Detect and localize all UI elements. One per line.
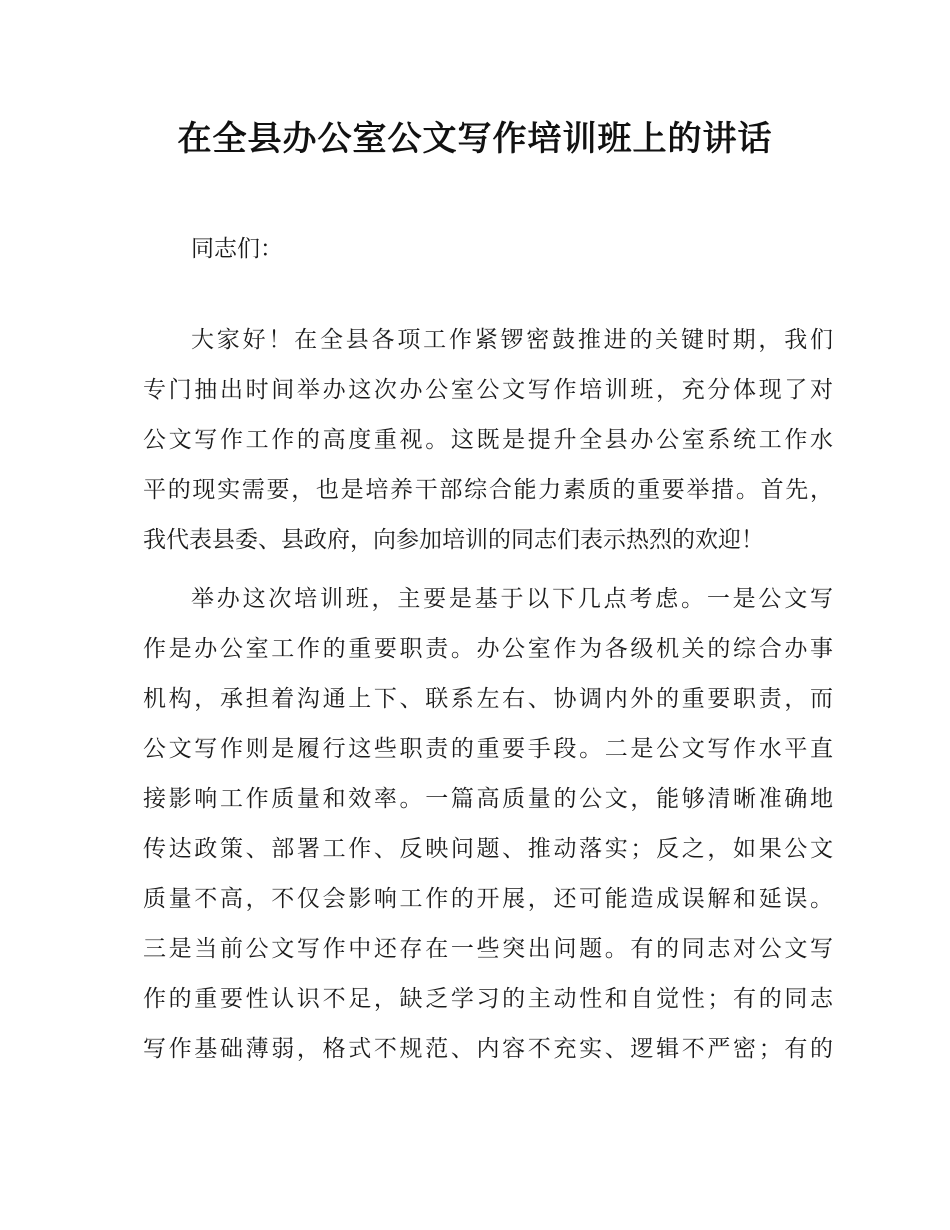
document-body [143, 224, 833, 1084]
paragraph-line: 专门抽出时间举办这次办公室公文写作培训班，充分体现了对 [143, 377, 833, 403]
salutation: 同志们： [191, 236, 283, 262]
paragraph-line: 传达政策、部署工作、反映问题、推动落实；反之，如果公文 [143, 836, 833, 862]
paragraph-line: 机构，承担着沟通上下、联系左右、协调内外的重要职责，而 [143, 686, 833, 712]
document-title: 在全县办公室公文写作培训班上的讲话 [177, 119, 773, 159]
paragraph-line: 接影响工作质量和效率。一篇高质量的公文，能够清晰准确地 [143, 786, 833, 812]
paragraph-line: 公文写作工作的高度重视。这既是提升全县办公室系统工作水 [143, 427, 833, 453]
paragraph-line: 三是当前公文写作中还存在一些突出问题。有的同志对公文写 [143, 936, 833, 962]
paragraph-line: 写作基础薄弱，格式不规范、内容不充实、逻辑不严密；有的 [143, 1036, 833, 1062]
paragraph-line: 质量不高，不仅会影响工作的开展，还可能造成误解和延误。 [143, 886, 833, 912]
paragraph-line: 作是办公室工作的重要职责。办公室作为各级机关的综合办事 [143, 636, 833, 662]
paragraph-line: 我代表县委、县政府，向参加培训的同志们表示热烈的欢迎！ [143, 527, 764, 553]
paragraph-line: 作的重要性认识不足，缺乏学习的主动性和自觉性；有的同志 [143, 986, 833, 1012]
paragraph-line: 举办这次培训班，主要是基于以下几点考虑。一是公文写 [191, 586, 833, 612]
paragraph-line: 公文写作则是履行这些职责的重要手段。二是公文写作水平直 [143, 736, 833, 762]
paragraph-line: 平的现实需要，也是培养干部综合能力素质的重要举措。首先， [143, 477, 833, 503]
paragraph-line: 大家好！在全县各项工作紧锣密鼓推进的关键时期，我们 [191, 327, 833, 353]
